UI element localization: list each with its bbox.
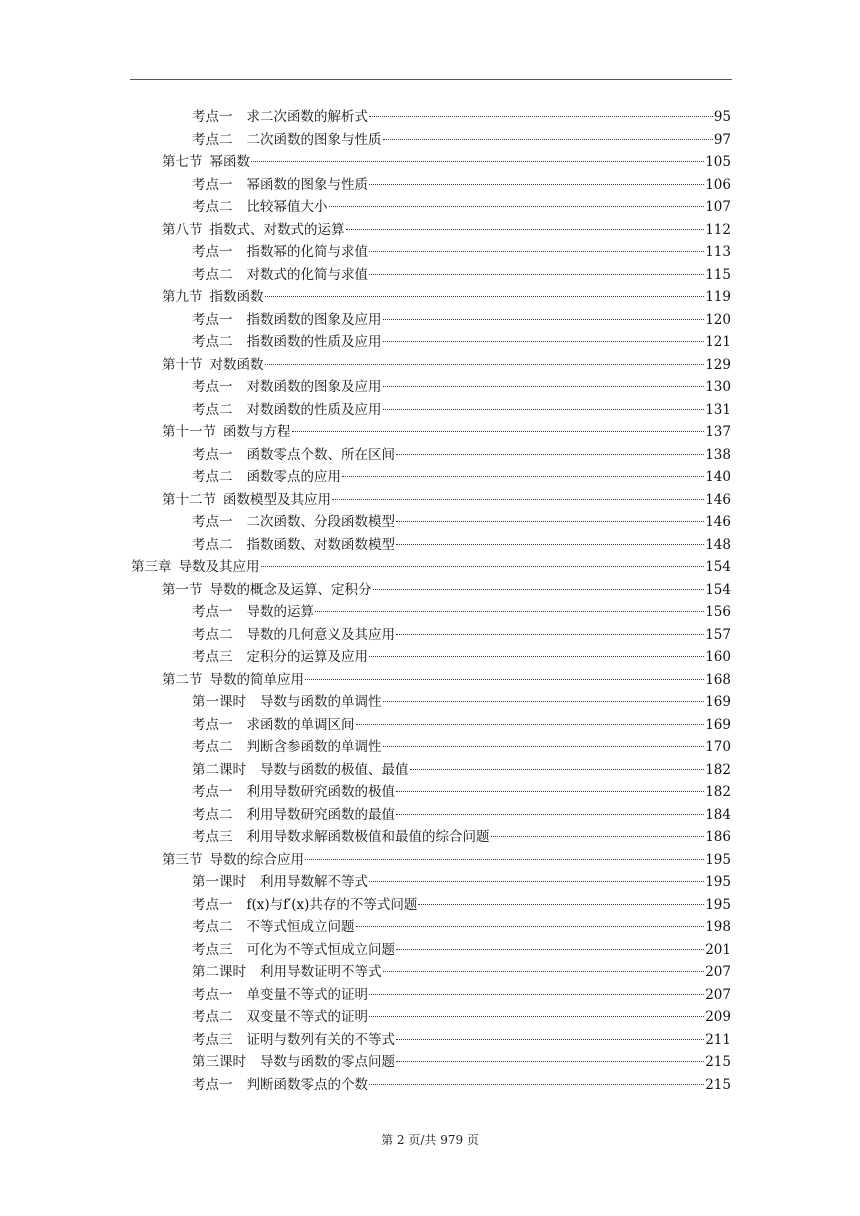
dot-leader [383,701,705,702]
toc-entry-title [192,534,395,557]
toc-section-entry[interactable] [0,489,731,512]
toc-page-number: 130 [705,379,731,395]
toc-entry-title [192,939,395,962]
toc-section-entry[interactable] [0,421,731,444]
toc-entry-text: 单变量不等式的证明 [246,986,368,1003]
dot-leader [396,1061,704,1062]
toc-chapter-entry[interactable] [0,556,731,579]
toc-entry-label: 考点一 [192,379,233,395]
dot-leader [265,364,705,365]
toc-entry-title [192,871,368,894]
toc-entry-text: 导数的运算 [246,604,314,620]
toc-entry-label: 第二节 [162,671,203,688]
toc-entry-label: 第一课时 [192,694,246,710]
toc-page-number: 211 [705,1031,731,1048]
toc-entry-title [162,354,264,377]
toc-entry-text: 指数函数、对数函数模型 [246,536,395,553]
toc-subsection-entry[interactable] [0,871,731,894]
toc-entry-title [192,1074,368,1097]
toc-entry-title [192,511,395,534]
toc-page-number: 198 [705,919,731,935]
dot-leader [356,724,705,725]
toc-subsection-entry[interactable] [0,466,731,489]
dot-leader [373,589,705,590]
toc-section-entry[interactable] [0,849,731,872]
toc-entry-title [192,714,355,737]
toc-entry-text: 导数与函数的单调性 [260,694,382,710]
toc-entry-label: 第二课时 [192,761,246,778]
toc-subsection-entry[interactable] [0,309,731,332]
toc-entry-title [162,151,250,174]
toc-entry-title [162,849,304,872]
toc-page-number: 169 [705,716,731,733]
toc-entry-title [192,174,368,197]
toc-entry-text: 导数的概念及运算、定积分 [209,581,372,598]
toc-subsection-entry[interactable] [0,781,731,804]
toc-entry-text: 不等式恒成立问题 [246,919,355,935]
toc-entry-title [192,129,382,152]
toc-section-entry[interactable] [0,286,731,309]
toc-page-number: 170 [705,739,731,755]
toc-page-number: 140 [705,469,731,485]
toc-page-number: 195 [705,874,731,890]
dot-leader [369,881,704,882]
toc-page-number: 154 [705,581,731,598]
page-footer: 第 2 页/共 979 页 [381,1133,479,1147]
toc-entry-text: 二次函数、分段函数模型 [246,514,395,530]
toc-entry-title [192,804,395,827]
toc-entry-text: 对数函数 [209,356,264,373]
dot-leader [410,769,705,770]
dot-leader [369,274,704,275]
dot-leader [329,206,705,207]
dot-leader [396,544,704,545]
toc-entry-text: 函数模型及其应用 [223,491,331,508]
dot-leader [396,791,704,792]
toc-page-number: 157 [705,626,731,643]
toc-entry-label: 考点一 [192,896,233,913]
toc-page-number: 168 [705,671,731,688]
toc-subsection-entry[interactable] [0,1029,731,1052]
dot-leader [342,476,704,477]
dot-leader [383,971,705,972]
toc-subsection-entry[interactable] [0,129,731,152]
toc-subsection-entry[interactable] [0,1051,731,1074]
toc-page-number: 95 [713,109,731,125]
dot-leader [369,251,704,252]
toc-page-number: 201 [705,941,731,958]
toc-entry-text: 导数与函数的零点问题 [260,1054,395,1070]
toc-entry-text: 导数的简单应用 [209,671,304,688]
dot-leader [369,656,704,657]
toc-page-number: 112 [705,221,731,238]
toc-page-number: 146 [705,514,731,530]
toc-subsection-entry[interactable] [0,894,731,917]
toc-page-number: 184 [705,806,731,823]
toc-entry-text: 利用导数证明不等式 [260,964,382,980]
toc-entry-title [192,894,417,917]
toc-page-number: 106 [705,176,731,193]
toc-entry-text: 可化为不等式恒成立问题 [246,941,395,958]
toc-entry-label: 第九节 [162,289,203,305]
toc-entry-title [192,736,382,759]
toc-entry-text: 导数及其应用 [178,559,260,575]
toc-subsection-entry[interactable] [0,736,731,759]
toc-entry-label: 考点一 [192,604,233,620]
toc-subsection-entry[interactable] [0,264,731,287]
toc-page-number: 195 [705,896,731,913]
toc-subsection-entry[interactable] [0,984,731,1007]
header-rule [130,79,732,80]
toc-entry-title [192,331,382,354]
toc-entry-text: 双变量不等式的证明 [246,1009,368,1025]
toc-subsection-entry[interactable] [0,174,731,197]
toc-entry-label: 考点二 [192,806,233,823]
dot-leader [305,859,704,860]
toc-entry-label: 考点二 [192,401,233,418]
toc-entry-label: 考点二 [192,536,233,553]
dot-leader [346,229,705,230]
toc-page-number: 131 [705,401,731,418]
dot-leader [383,319,705,320]
toc-subsection-entry[interactable] [0,376,731,399]
toc-page-number: 154 [705,559,731,575]
toc-subsection-entry[interactable] [0,624,731,647]
toc-entry-text: 函数零点的应用 [246,469,341,485]
dot-leader [396,949,704,950]
toc-entry-label: 考点一 [192,716,233,733]
toc-entry-text: 指数函数的性质及应用 [246,334,382,350]
toc-entry-label: 第一节 [162,581,203,598]
dot-leader [369,994,704,995]
toc-entry-text: 指数函数 [209,289,264,305]
toc-entry-text: 判断含参函数的单调性 [246,739,382,755]
toc-entry-text: 利用导数研究函数的最值 [246,806,395,823]
toc-page-number: 115 [705,266,731,283]
toc-entry-title [162,489,331,512]
dot-leader [305,679,704,680]
toc-subsection-entry[interactable] [0,939,731,962]
toc-subsection-entry[interactable] [0,826,731,849]
toc-subsection-entry[interactable] [0,444,731,467]
toc-entry-label: 考点一 [192,244,233,260]
toc-page-number: 215 [705,1076,731,1093]
toc-page-number: 137 [705,424,731,440]
toc-entry-title [192,399,382,422]
toc-entry-label: 考点一 [192,514,233,530]
toc-entry-title [192,646,368,669]
toc-entry-title [162,286,264,309]
toc-entry-title [192,106,368,129]
toc-entry-label: 第十节 [162,356,203,373]
toc-subsection-entry[interactable] [0,691,731,714]
dot-leader [369,1084,704,1085]
toc-entry-text: 对数式的化简与求值 [246,266,368,283]
dot-leader [292,431,705,432]
toc-subsection-entry[interactable] [0,961,731,984]
toc-subsection-entry[interactable] [0,804,731,827]
toc-subsection-entry[interactable] [0,1006,731,1029]
toc-entry-text: 求函数的单调区间 [246,716,355,733]
dot-leader [383,139,713,140]
toc-entry-text: 导数的综合应用 [209,851,304,868]
toc-entry-title [192,241,368,264]
toc-entry-title [192,1051,395,1074]
toc-section-entry[interactable] [0,151,731,174]
dot-leader [383,409,705,410]
dot-leader [418,904,704,905]
toc-entry-title [192,1006,368,1029]
toc-page-number: 169 [705,694,731,710]
toc-subsection-entry[interactable] [0,241,731,264]
toc-entry-label: 考点三 [192,829,233,845]
toc-page-number: 119 [705,289,731,305]
toc-page-number: 207 [705,986,731,1003]
toc-page-number: 160 [705,649,731,665]
toc-subsection-entry[interactable] [0,646,731,669]
toc-section-entry[interactable] [0,219,731,242]
toc-entry-title [192,984,368,1007]
toc-entry-label: 考点一 [192,986,233,1003]
toc-subsection-entry[interactable] [0,196,731,219]
table-of-contents [0,106,860,1096]
toc-subsection-entry[interactable] [0,399,731,422]
toc-entry-label: 考点三 [192,1031,233,1048]
toc-entry-title [192,466,341,489]
toc-section-entry[interactable] [0,579,731,602]
toc-page-number: 120 [705,311,731,328]
toc-entry-label: 第三章 [131,559,172,575]
toc-entry-text: 指数函数的图象及应用 [246,311,382,328]
dot-leader [383,746,705,747]
toc-entry-text: 幂函数 [209,154,250,170]
toc-entry-title [192,309,382,332]
dot-leader [356,926,705,927]
toc-entry-text: 证明与数列有关的不等式 [246,1031,395,1048]
toc-entry-text: 指数式、对数式的运算 [209,221,345,238]
toc-entry-text: 指数幂的化简与求值 [246,244,368,260]
toc-subsection-entry[interactable] [0,916,731,939]
toc-subsection-entry[interactable] [0,331,731,354]
toc-entry-title [192,916,355,939]
toc-entry-title [192,759,409,782]
toc-section-entry[interactable] [0,669,731,692]
toc-entry-label: 考点二 [192,1009,233,1025]
dot-leader [396,454,704,455]
toc-entry-label: 考点一 [192,784,233,800]
toc-entry-text: 定积分的运算及应用 [246,649,368,665]
dot-leader [261,566,705,567]
toc-entry-label: 考点二 [192,266,233,283]
toc-entry-text: 判断函数零点的个数 [246,1076,368,1093]
toc-entry-label: 考点二 [192,469,233,485]
toc-entry-text: 利用导数求解函数极值和最值的综合问题 [246,829,490,845]
toc-entry-title [192,1029,395,1052]
toc-entry-title [192,601,314,624]
toc-page-number: 207 [705,964,731,980]
toc-entry-title [162,219,345,242]
toc-entry-title [192,444,395,467]
toc-entry-title [192,781,395,804]
toc-entry-label: 考点二 [192,626,233,643]
toc-entry-label: 考点二 [192,334,233,350]
toc-entry-text: 函数与方程 [223,424,291,440]
toc-entry-title [162,421,291,444]
toc-entry-label: 第十一节 [162,424,216,440]
toc-page-number: 129 [705,356,731,373]
toc-section-entry[interactable] [0,354,731,377]
toc-subsection-entry[interactable] [0,511,731,534]
dot-leader [369,184,704,185]
toc-entry-title [192,376,382,399]
toc-subsection-entry[interactable] [0,714,731,737]
toc-entry-text: 导数的几何意义及其应用 [246,626,395,643]
toc-page-number: 182 [705,784,731,800]
toc-entry-title [131,556,260,579]
dot-leader [251,161,704,162]
toc-entry-label: 第三课时 [192,1054,246,1070]
dot-leader [396,1039,704,1040]
toc-entry-text: 对数函数的性质及应用 [246,401,382,418]
toc-entry-text: 对数函数的图象及应用 [246,379,382,395]
dot-leader [396,814,704,815]
toc-entry-text: 函数零点个数、所在区间 [246,446,395,463]
toc-page-number: 138 [705,446,731,463]
toc-subsection-entry[interactable] [0,106,731,129]
toc-entry-label: 第七节 [162,154,203,170]
toc-entry-text: 二次函数的图象与性质 [246,131,382,148]
toc-page-number: 195 [705,851,731,868]
toc-entry-label: 考点一 [192,1076,233,1093]
toc-page-number: 215 [705,1054,731,1070]
dot-leader [369,1016,704,1017]
toc-page-number: 156 [705,604,731,620]
toc-page-number: 182 [705,761,731,778]
toc-entry-label: 第十二节 [162,491,216,508]
dot-leader [383,386,705,387]
toc-entry-label: 第三节 [162,851,203,868]
toc-entry-text: 利用导数解不等式 [260,874,368,890]
toc-entry-text: 求二次函数的解析式 [246,109,368,125]
toc-entry-title [162,579,372,602]
toc-subsection-entry[interactable] [0,759,731,782]
dot-leader [369,116,713,117]
toc-page-number: 186 [705,829,731,845]
dot-leader [332,499,704,500]
toc-entry-title [162,669,304,692]
toc-entry-label: 考点三 [192,649,233,665]
toc-entry-label: 考点二 [192,919,233,935]
toc-entry-label: 考点二 [192,199,233,215]
toc-page-number: 148 [705,536,731,553]
toc-entry-title [192,961,382,984]
toc-entry-label: 考点一 [192,311,233,328]
toc-entry-title [192,691,382,714]
toc-entry-label: 考点一 [192,446,233,463]
toc-page-number: 121 [705,334,731,350]
dot-leader [491,836,705,837]
toc-entry-title [192,826,490,849]
toc-entry-label: 考点一 [192,109,233,125]
toc-entry-text: 幂函数的图象与性质 [246,176,368,193]
toc-entry-label: 考点三 [192,941,233,958]
toc-page-number: 209 [705,1009,731,1025]
toc-entry-text: 利用导数研究函数的极值 [246,784,395,800]
toc-entry-title [192,264,368,287]
toc-entry-label: 第一课时 [192,874,246,890]
toc-page-number: 107 [705,199,731,215]
dot-leader [265,296,705,297]
toc-entry-text: 导数与函数的极值、最值 [260,761,409,778]
dot-leader [396,521,704,522]
dot-leader [396,634,704,635]
toc-subsection-entry[interactable] [0,601,731,624]
toc-entry-label: 第八节 [162,221,203,238]
toc-entry-label: 考点二 [192,739,233,755]
toc-entry-title [192,196,328,219]
toc-entry-text: f(x)与f′(x)共存的不等式问题 [246,896,418,913]
toc-page-number: 97 [713,131,731,148]
toc-entry-label: 考点一 [192,176,233,193]
toc-page-number: 113 [705,244,731,260]
toc-entry-text: 比较幂值大小 [246,199,328,215]
toc-subsection-entry[interactable] [0,1074,731,1097]
dot-leader [383,341,705,342]
toc-entry-label: 第二课时 [192,964,246,980]
dot-leader [315,611,704,612]
toc-page-number: 105 [705,154,731,170]
toc-subsection-entry[interactable] [0,534,731,557]
toc-page-number: 146 [705,491,731,508]
toc-entry-title [192,624,395,647]
toc-entry-label: 考点二 [192,131,233,148]
